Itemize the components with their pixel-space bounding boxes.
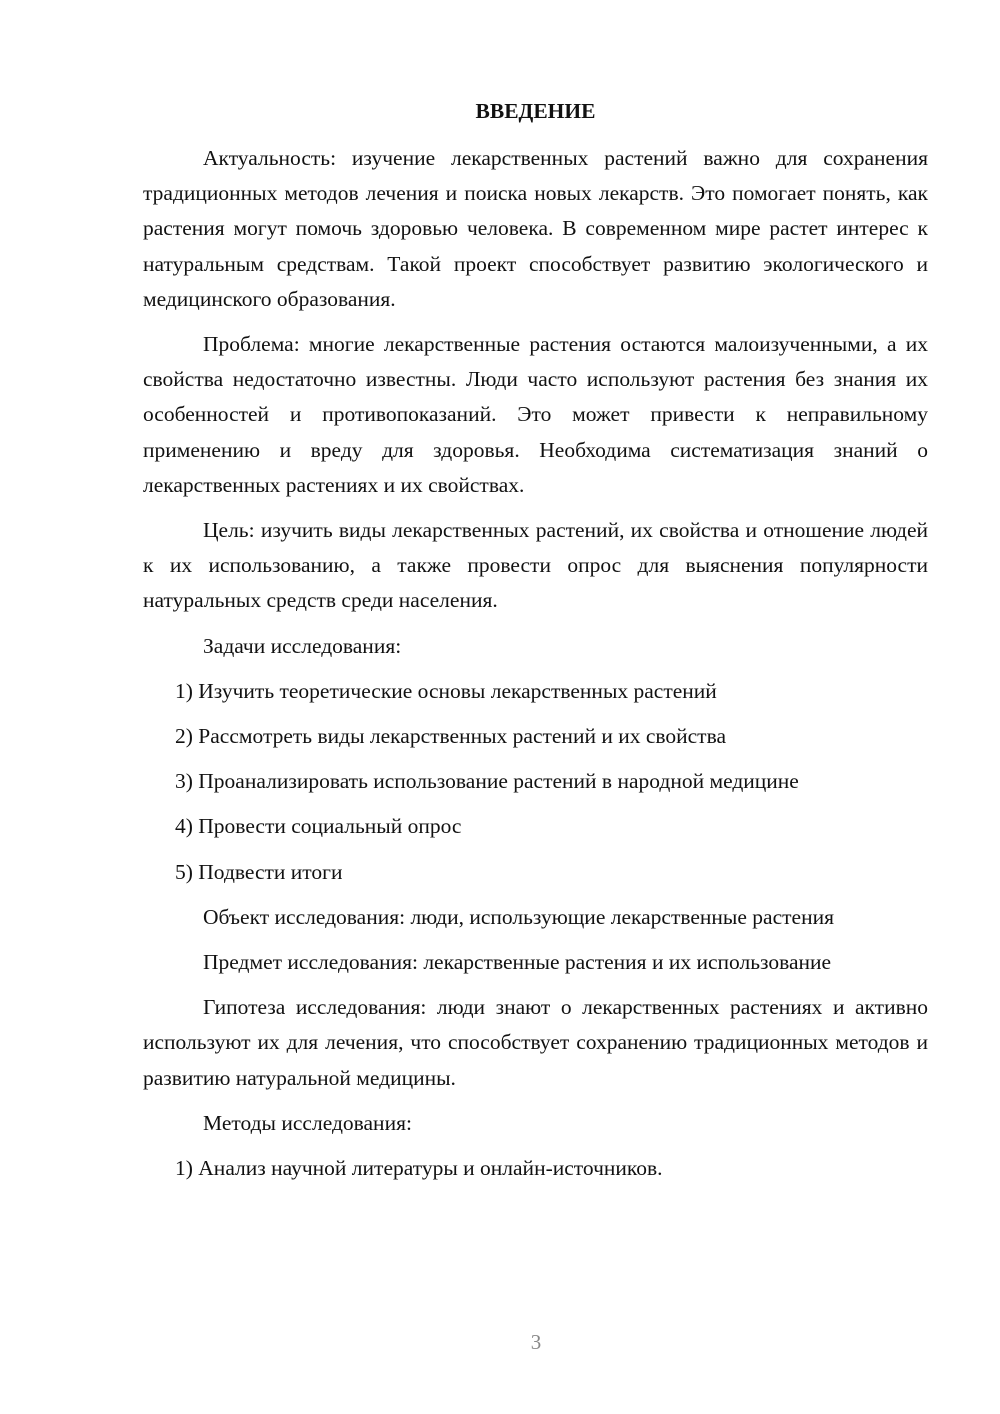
tasks-label: Задачи исследования: — [203, 633, 402, 658]
page-content — [143, 94, 928, 1196]
object-paragraph: Объект исследования: люди, использующие лекарственные растения — [203, 904, 834, 929]
task-item: 1) Изучить теоретические основы лекарственных растений — [175, 678, 717, 703]
methods-label: Методы исследования: — [203, 1110, 412, 1135]
section-heading: ВВЕДЕНИЕ — [475, 99, 596, 123]
page-number: 3 — [530, 1330, 542, 1354]
task-item: 4) Провести социальный опрос — [175, 814, 462, 839]
subject-paragraph: Предмет исследования: лекарственные растения и их использование — [203, 950, 832, 975]
problem-paragraph: Проблема: многие лекарственные растения остаются малоизученными, а их свойства недостаточно известны. Люди часто используют растения без знания их особенностей и противопоказаний. Это может привести к неправильному применению и вреду для здоровья. Необходима систематизация знаний о лекарственных растениях и их свойствах. — [143, 332, 928, 497]
goal-paragraph: Цель: изучить виды лекарственных растений, их свойства и отношение людей к их использованию, а также провести опрос для выяснения популярности натуральных средств среди населения. — [143, 518, 928, 613]
method-item: 1) Анализ научной литературы и онлайн-источников. — [175, 1156, 663, 1181]
task-item: 3) Проанализировать использование растений в народной медицине — [175, 769, 799, 794]
task-item: 2) Рассмотреть виды лекарственных растений и их свойства — [175, 724, 726, 749]
hypothesis-paragraph: Гипотеза исследования: люди знают о лекарственных растениях и активно используют их для лечения, что способствует сохранению традиционных методов и развитию натуральной медицины. — [143, 995, 928, 1090]
relevance-paragraph: Актуальность: изучение лекарственных растений важно для сохранения традиционных методов лечения и поиска новых лекарств. Это помогает понять, как растения могут помочь здоровью человека. В современном мире растет интерес к натуральным средствам. Такой проект способствует развитию экологического и медицинского образования. — [143, 146, 928, 311]
task-item: 5) Подвести итоги — [175, 859, 343, 884]
